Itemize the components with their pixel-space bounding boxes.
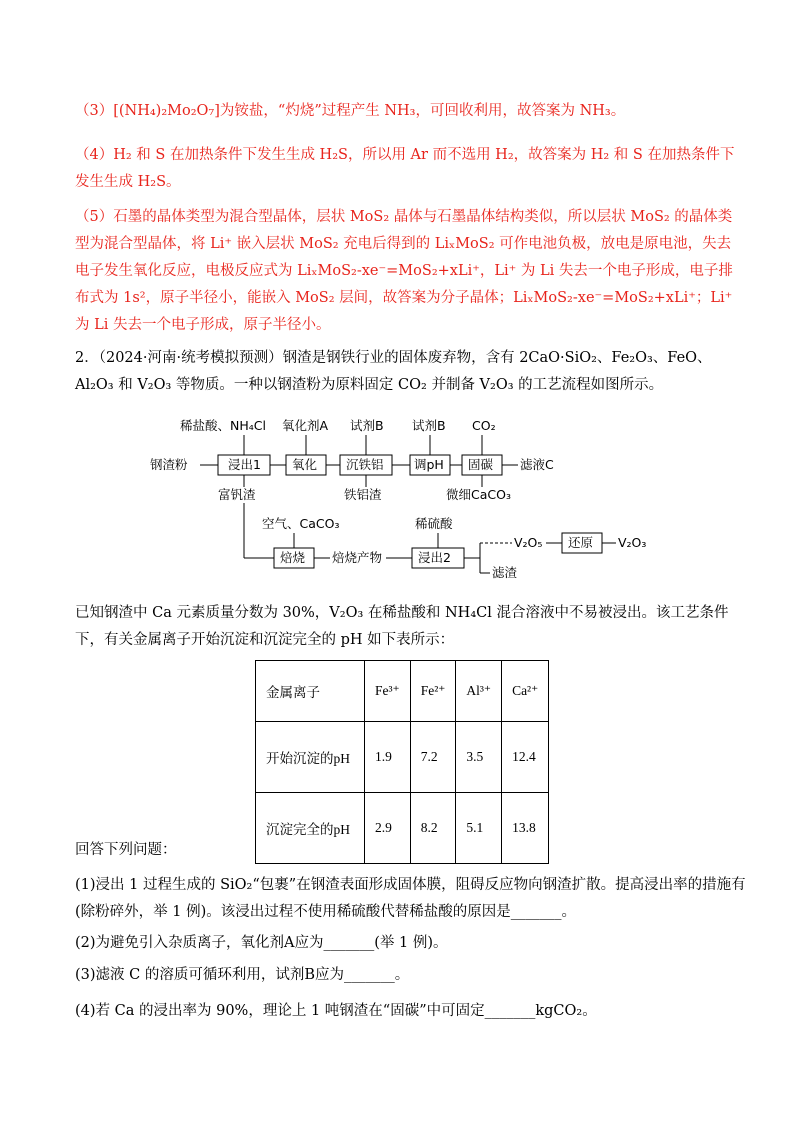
table-header: Fe³⁺ xyxy=(365,661,411,722)
process-flowchart xyxy=(150,415,670,585)
flow-box-label: 还原 xyxy=(568,535,594,550)
flow-reagent: 稀盐酸、NH₄Cl xyxy=(180,418,266,433)
table-cell: 12.4 xyxy=(502,722,549,793)
flow-reagent: CO₂ xyxy=(472,418,496,433)
table-header: Fe²⁺ xyxy=(410,661,456,722)
flow-product: V₂O₅ xyxy=(514,535,543,550)
table-cell: 5.1 xyxy=(456,793,502,864)
table-header: Ca²⁺ xyxy=(502,661,549,722)
flow-product: 滤液C xyxy=(520,457,554,472)
flow-product: 焙烧产物 xyxy=(332,550,383,565)
flow-box-label: 氧化 xyxy=(292,457,318,472)
table-header-row xyxy=(256,661,549,722)
table-cell: 2.9 xyxy=(365,793,411,864)
table-header: Al³⁺ xyxy=(456,661,502,722)
flow-reagent: 稀硫酸 xyxy=(415,516,453,531)
flow-raw: 钢渣粉 xyxy=(150,457,188,472)
table-cell: 8.2 xyxy=(410,793,456,864)
flow-box-label: 浸出2 xyxy=(418,550,451,565)
table-cell: 1.9 xyxy=(365,722,411,793)
table-row-label: 沉淀完全的pH xyxy=(256,793,365,864)
table-row xyxy=(256,722,549,793)
flow-reagent: 空气、CaCO₃ xyxy=(262,516,340,531)
table-header: 金属离子 xyxy=(256,661,365,722)
flow-product: V₂O₃ xyxy=(618,535,647,550)
flow-product: 滤渣 xyxy=(492,565,518,580)
flow-reagent: 试剂B xyxy=(350,418,384,433)
question-intro: 2．（2024·河南·统考模拟预测）钢渣是钢铁行业的固体废弃物，含有 2CaO·SiO₂、Fe₂O₃、FeO、Al₂O₃ 和 V₂O₃ 等物质。一种以钢渣粉为原料固定 CO₂ 并制备 V₂O₃ 的工艺流程如图所示。 xyxy=(75,350,712,393)
known-info: 已知钢渣中 Ca 元素质量分数为 30%，V₂O₃ 在稀盐酸和 NH₄Cl 混合溶液中不易被浸出。该工艺条件下，有关金属离子开始沉淀和沉淀完全的 pH 如下表所示： xyxy=(75,605,729,648)
flow-box-label: 焙烧 xyxy=(280,550,306,565)
question-1: (1)浸出 1 过程生成的 SiO₂“包裹”在钢渣表面形成固体膜，阻碍反应物向钢渣扩散。提高浸出率的措施有(除粉碎外，举 1 例)。该浸出过程不使用稀硫酸代替稀盐酸的原因是_______。 xyxy=(75,877,746,920)
answer-3: （3）[(NH₄)₂Mo₂O₇]为铵盐，“灼烧”过程产生 NH₃，可回收利用，故答案为 NH₃。 xyxy=(75,103,626,119)
table-row-label: 开始沉淀的pH xyxy=(256,722,365,793)
flow-product: 铁铝渣 xyxy=(344,487,382,502)
flow-box-label: 固碳 xyxy=(468,457,494,472)
answer-5: （5）石墨的晶体类型为混合型晶体，层状 MoS₂ 晶体与石墨晶体结构类似，所以层状 MoS₂ 的晶体类型为混合型晶体，将 Li⁺ 嵌入层状 MoS₂ 充电后得到的 LiₓMoS₂ 可作电池负极，放电是原电池，失去电子发生氧化反应，电极反应式为 LiₓMoS₂-xe⁻=MoS₂+xLi⁺，Li⁺ 为 Li 失去一个电子形成，电子排布式为 1s²，原子半径小，能嵌入 MoS₂ 层间，故答案为分子晶体；LiₓMoS₂-xe⁻=MoS₂+xLi⁺；Li⁺ 为 Li 失去一个电子形成，原子半径小。 xyxy=(75,209,733,333)
flow-box-label: 浸出1 xyxy=(228,457,261,472)
table-cell: 7.2 xyxy=(410,722,456,793)
flow-reagent: 试剂B xyxy=(412,418,446,433)
question-4: (4)若 Ca 的浸出率为 90%，理论上 1 吨钢渣在“固碳”中可固定_______kgCO₂。 xyxy=(75,1003,597,1019)
question-3: (3)滤液 C 的溶质可循环利用，试剂B应为_______。 xyxy=(75,967,410,983)
flow-product: 微细CaCO₃ xyxy=(446,487,511,502)
answer-prompt: 回答下列问题： xyxy=(75,842,177,858)
question-2: (2)为避免引入杂质离子，氧化剂A应为_______(举 1 例)。 xyxy=(75,935,448,951)
answer-4: （4）H₂ 和 S 在加热条件下发生生成 H₂S，所以用 Ar 而不选用 H₂，故答案为 H₂ 和 S 在加热条件下发生生成 H₂S。 xyxy=(75,147,735,190)
ph-table xyxy=(255,660,549,864)
table-cell: 3.5 xyxy=(456,722,502,793)
flow-product: 富钒渣 xyxy=(218,487,256,502)
flow-reagent: 氧化剂A xyxy=(282,418,329,433)
flow-box-label: 沉铁铝 xyxy=(346,457,384,472)
table-cell: 13.8 xyxy=(502,793,549,864)
flow-box-label: 调pH xyxy=(414,457,444,472)
